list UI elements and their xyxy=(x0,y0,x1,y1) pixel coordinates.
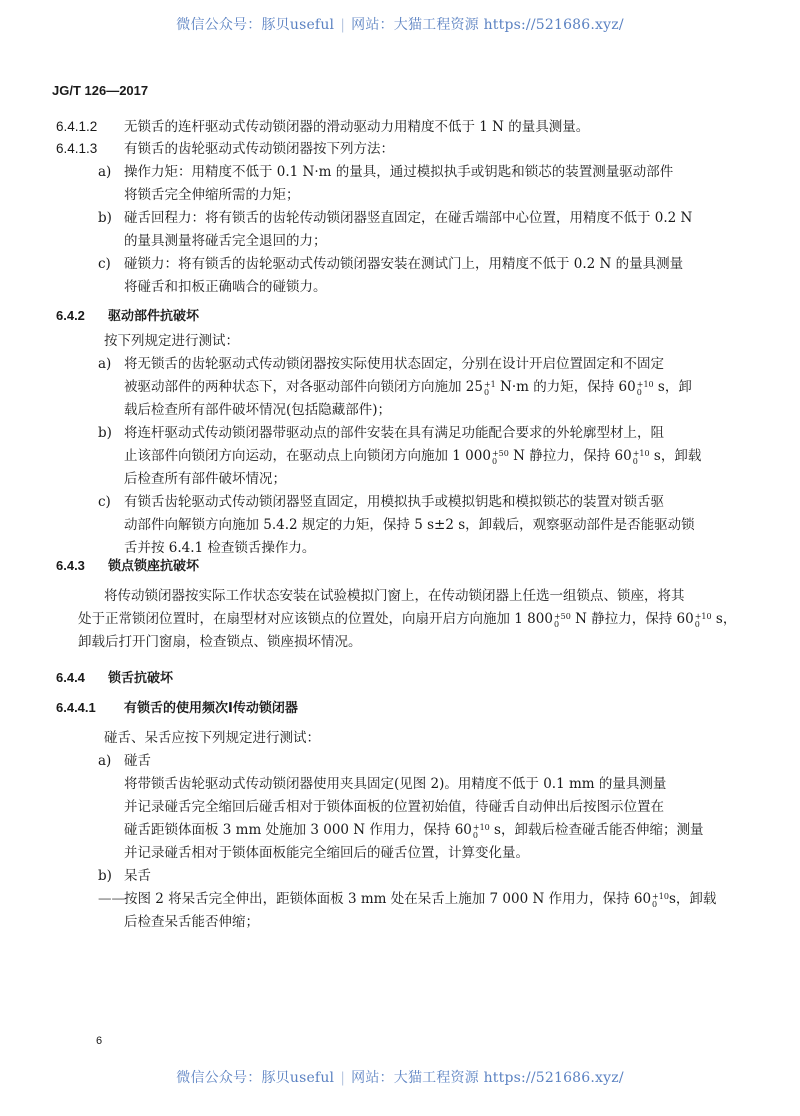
list-text: 操作力矩：用精度不低于 0.1 N·m 的量具，通过模拟执手或钥匙和锁芯的装置测量驱动部件 xyxy=(124,164,674,180)
list-text: 后检查所有部件破坏情况； xyxy=(124,471,286,487)
section-title: 锁点锁座抗破坏 xyxy=(108,559,200,574)
list-text: 后检查呆舌能否伸缩； xyxy=(124,914,259,930)
list-label: b) xyxy=(98,425,112,441)
tol-lower: 0 xyxy=(491,457,498,466)
watermark-wechat: 微信公众号：豚贝useful xyxy=(176,17,335,33)
list-text: 将带锁舌齿轮驱动式传动锁闭器使用夹具固定(见图 2)。用精度不低于 0.1 mm 的量具测量 xyxy=(124,776,667,792)
tol-upper: +10 xyxy=(652,892,669,901)
tolerance xyxy=(637,381,654,397)
tolerance xyxy=(695,613,712,629)
section-number: 6.4.2 xyxy=(56,308,85,323)
tol-lower: 0 xyxy=(553,620,560,629)
text-fragment: N·m 的力矩，保持 60 xyxy=(495,379,636,395)
text-fragment: s，卸载后检查碰舌能否伸缩；测量 xyxy=(489,822,704,838)
watermark-wechat: 微信公众号：豚贝useful xyxy=(176,1070,335,1086)
tol-lower: 0 xyxy=(483,388,490,397)
page-number: 6 xyxy=(96,1035,103,1047)
list-text: 舌并按 6.4.1 检查锁舌操作力。 xyxy=(124,540,316,556)
list-text: 动部件向解锁方向施加 5.4.2 规定的力矩，保持 5 s±2 s，卸载后，观察驱动部件是否能驱动锁 xyxy=(124,517,695,533)
text-fragment: 碰舌距锁体面板 3 mm 处施加 3 000 N 作用力，保持 60 xyxy=(124,822,472,838)
tolerance xyxy=(652,893,669,909)
watermark-website: 网站：大猫工程资源 https://521686.xyz/ xyxy=(351,17,624,33)
watermark-top xyxy=(0,14,800,34)
list-label: b) xyxy=(98,868,112,884)
text-fragment: N 静拉力，保持 60 xyxy=(570,611,694,627)
section-intro: 按下列规定进行测试： xyxy=(104,333,239,349)
list-text xyxy=(124,819,704,842)
section-number: 6.4.4 xyxy=(56,670,85,685)
clause-number: 6.4.1.2 xyxy=(56,119,98,134)
list-title: 碰舌 xyxy=(124,753,151,769)
tol-lower: 0 xyxy=(652,900,658,909)
watermark-website: 网站：大猫工程资源 https://521686.xyz/ xyxy=(351,1070,624,1086)
section-title: 有锁舌的使用频次Ⅰ传动锁闭器 xyxy=(124,701,298,716)
tol-upper: +10 xyxy=(636,380,654,389)
section-title: 驱动部件抗破坏 xyxy=(108,309,200,324)
clause-text: 无锁舌的连杆驱动式传动锁闭器的滑动驱动力用精度不低于 1 N 的量具测量。 xyxy=(124,119,590,135)
text-fragment: N 静拉力，保持 60 xyxy=(508,448,632,464)
tolerance xyxy=(484,381,496,397)
tol-upper: +1 xyxy=(483,380,496,389)
text-fragment: s，卸载 xyxy=(668,891,717,907)
dash-marker: —— xyxy=(98,891,125,907)
tol-upper: +50 xyxy=(491,449,509,458)
list-label: a) xyxy=(98,164,112,180)
list-label: b) xyxy=(98,210,112,226)
text-fragment: 处于正常锁闭位置时，在扇型材对应该锁点的位置处，向扇开启方向施加 1 800 xyxy=(78,611,553,627)
list-label: a) xyxy=(98,753,112,769)
section-heading-6-4-3 xyxy=(56,555,199,579)
text-fragment: s，卸载 xyxy=(649,448,702,464)
list-text: 碰舌回程力：将有锁舌的齿轮传动锁闭器竖直固定，在碰舌端部中心位置，用精度不低于 0.2 N xyxy=(124,210,693,226)
clause-text: 有锁舌的齿轮驱动式传动锁闭器按下列方法： xyxy=(124,141,394,157)
clause-6-4-1-2 xyxy=(56,116,589,139)
tol-lower: 0 xyxy=(472,831,478,840)
list-text: 将连杆驱动式传动锁闭器带驱动点的部件安装在具有满足功能配合要求的外轮廓型材上，阻 xyxy=(124,425,664,441)
list-text: 将锁舌完全伸缩所需的力矩； xyxy=(124,187,300,203)
text-fragment: 止该部件向锁闭方向运动，在驱动点上向锁闭方向施加 1 000 xyxy=(124,448,491,464)
tolerance xyxy=(492,450,509,466)
list-label: a) xyxy=(98,356,112,372)
watermark-separator: | xyxy=(340,1070,346,1086)
clause-6-4-1-3 xyxy=(56,138,394,161)
list-text: 碰锁力：将有锁舌的齿轮驱动式传动锁闭器安装在测试门上，用精度不低于 0.2 N 的量具测量 xyxy=(124,256,684,272)
tolerance xyxy=(633,450,650,466)
section-number: 6.4.4.1 xyxy=(56,700,96,715)
text-fragment: s， xyxy=(711,611,737,627)
section-heading-6-4-4-1 xyxy=(56,697,298,721)
list-text: 将无锁舌的齿轮驱动式传动锁闭器按实际使用状态固定，分别在设计开启位置固定和不固定 xyxy=(124,356,664,372)
tol-upper: +10 xyxy=(472,823,490,832)
list-label: c) xyxy=(98,256,111,272)
tolerance xyxy=(473,824,490,840)
paragraph-text: 卸载后打开门窗扇，检查锁点、锁座损坏情况。 xyxy=(78,634,362,650)
paragraph-text xyxy=(78,608,736,631)
tol-upper: +10 xyxy=(632,449,650,458)
tol-lower: 0 xyxy=(632,457,638,466)
watermark-bottom xyxy=(0,1067,800,1087)
clause-number: 6.4.1.3 xyxy=(56,141,98,156)
document-code: JG/T 126—2017 xyxy=(52,83,149,98)
section-heading-6-4-2 xyxy=(56,305,199,329)
text-fragment: s，卸 xyxy=(653,379,692,395)
text-fragment: 被驱动部件的两种状态下，对各驱动部件向锁闭方向施加 25 xyxy=(124,379,483,395)
list-text: 载后检查所有部件破坏情况(包括隐藏部件)； xyxy=(124,402,392,418)
section-number: 6.4.3 xyxy=(56,558,85,573)
list-title: 呆舌 xyxy=(124,868,151,884)
list-label: c) xyxy=(98,494,111,510)
list-text: 并记录碰舌完全缩回后碰舌相对于锁体面板的位置初始值，待碰舌自动伸出后按图示位置在 xyxy=(124,799,664,815)
tol-lower: 0 xyxy=(694,620,700,629)
watermark-separator: | xyxy=(340,17,346,33)
tol-lower: 0 xyxy=(636,388,642,397)
list-text xyxy=(98,888,716,911)
tolerance xyxy=(554,613,571,629)
section-heading-6-4-4 xyxy=(56,667,173,691)
text-fragment: 按图 2 将呆舌完全伸出，距锁体面板 3 mm 处在呆舌上施加 7 000 N 作用力，保持 60 xyxy=(124,891,652,907)
list-text xyxy=(124,445,701,468)
tol-upper: +50 xyxy=(553,612,571,621)
list-text xyxy=(124,376,692,399)
list-text: 并记录碰舌相对于锁体面板能完全缩回后的碰舌位置，计算变化量。 xyxy=(124,845,529,861)
section-intro: 碰舌、呆舌应按下列规定进行测试： xyxy=(104,730,320,746)
list-text: 的量具测量将碰舌完全退回的力； xyxy=(124,233,327,249)
section-title: 锁舌抗破坏 xyxy=(108,671,174,686)
list-text: 将碰舌和扣板正确啮合的碰锁力。 xyxy=(124,279,327,295)
tol-upper: +10 xyxy=(694,612,712,621)
list-text: 有锁舌齿轮驱动式传动锁闭器竖直固定，用模拟执手或模拟钥匙和模拟锁芯的装置对锁舌驱 xyxy=(124,494,664,510)
paragraph-text: 将传动锁闭器按实际工作状态安装在试验模拟门窗上，在传动锁闭器上任选一组锁点、锁座，将其 xyxy=(104,588,685,604)
